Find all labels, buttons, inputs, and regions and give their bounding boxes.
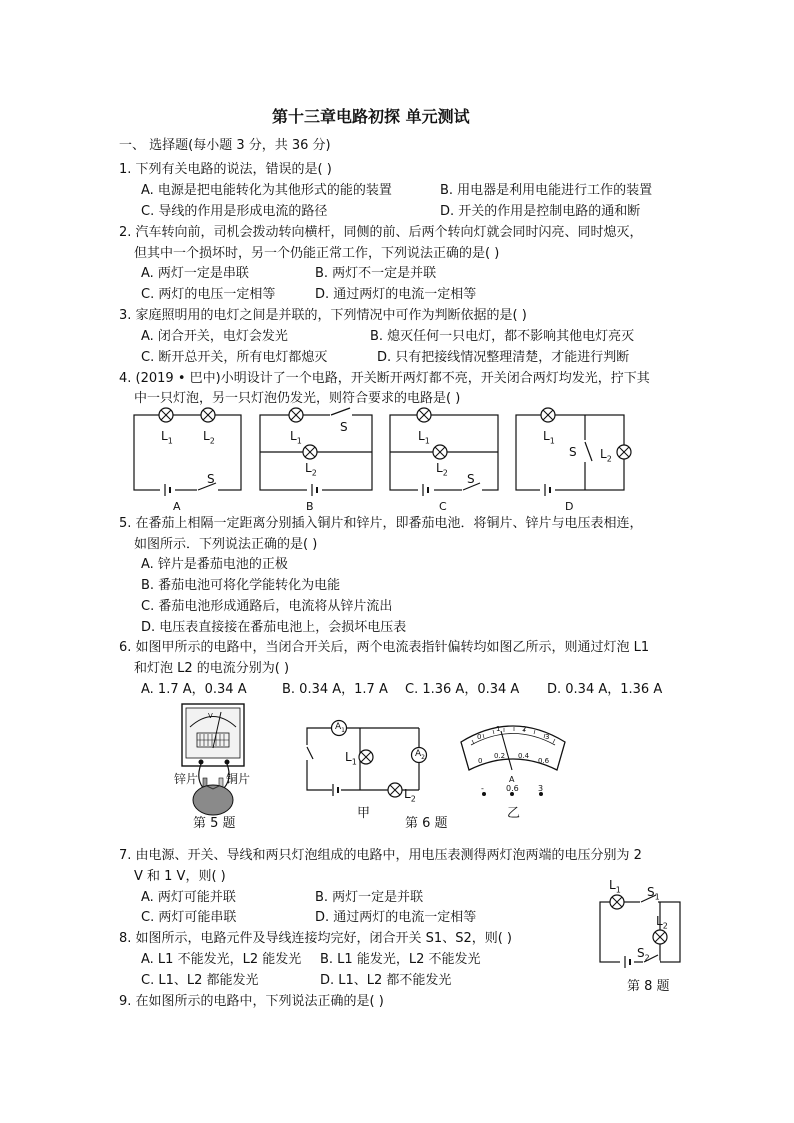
- q6-stem-line1: 6. 如图甲所示的电路中，当闭合开关后，两个电流表指针偏转均如图乙所示，则通过灯泡 L1: [119, 640, 650, 655]
- ammeter-a1-label: $A_1$: [335, 722, 345, 734]
- fig6-caption: 第 6 题: [405, 816, 448, 831]
- q6-option-c: C. 1.36 A，0.34 A: [405, 682, 520, 697]
- zinc-label: 锌片: [174, 772, 199, 786]
- q3-option-c: C. 断开总开关，所有电灯都熄灭: [141, 350, 328, 365]
- q1-option-d: D. 开关的作用是控制电路的通和断: [440, 204, 641, 219]
- dial-top-tick: 2: [522, 725, 527, 733]
- q2-stem-line2: 但其中一个损坏时，另一个仍能正常工作，下列说法正确的是( ): [134, 246, 500, 261]
- q8-option-a: A. L1 不能发光，L2 能发光: [141, 952, 302, 967]
- q8-lamp-l1-label: $L_1$: [609, 878, 621, 895]
- lamp-l1-label: $L_1$: [345, 750, 357, 767]
- q3-option-a: A. 闭合开关，电灯会发光: [141, 329, 288, 344]
- dial-unit: A: [509, 775, 515, 784]
- q9-stem: 9. 在如图所示的电路中，下列说法正确的是( ): [119, 994, 384, 1009]
- terminal-negative: -: [481, 784, 484, 793]
- label-l1-a: $L_1$: [161, 429, 173, 446]
- lamp-l2-label: $L_2$: [404, 787, 416, 804]
- q7-stem-line1: 7. 由电源、开关、导线和两只灯泡组成的电路中，用电压表测得两灯泡两端的电压分别为 2: [119, 848, 642, 863]
- q4-stem-line2: 中一只灯泡，另一只灯泡仍发光，则符合要求的电路是( ): [134, 391, 461, 406]
- label-s-d: S: [569, 445, 577, 459]
- label-s-c: S: [467, 472, 475, 486]
- dial-top-tick: 0: [477, 733, 482, 741]
- fig-label-c: C: [439, 500, 447, 513]
- q1-option-b: B. 用电器是利用电能进行工作的装置: [440, 183, 653, 198]
- q6-option-d: D. 0.34 A，1.36 A: [547, 682, 663, 697]
- label-l2-d: $L_2$: [600, 447, 612, 464]
- q6-stem-line2: 和灯泡 L2 的电流分别为( ): [134, 661, 290, 676]
- page-title: 第十三章电路初探 单元测试: [272, 107, 470, 126]
- q7-option-d: D. 通过两灯的电流一定相等: [315, 910, 477, 925]
- q2-option-a: A. 两灯一定是串联: [141, 266, 249, 281]
- q7-option-b: B. 两灯一定是并联: [315, 890, 424, 905]
- label-s-a: S: [207, 472, 215, 486]
- terminal-3: 3: [538, 784, 544, 793]
- q5-stem-line2: 如图所示．下列说法正确的是( ): [134, 537, 318, 552]
- fig6-yi-label: 乙: [507, 806, 521, 821]
- label-l1-b: $L_1$: [290, 429, 302, 446]
- q5-option-a: A. 锌片是番茄电池的正极: [141, 557, 288, 572]
- label-l1-c: $L_1$: [418, 429, 430, 446]
- label-s-b: S: [340, 420, 348, 434]
- q8-switch-s2-label: $S_2$: [637, 946, 650, 963]
- label-l2-a: $L_2$: [203, 429, 215, 446]
- q6-option-b: B. 0.34 A，1.7 A: [282, 682, 388, 697]
- q4-stem-line1: 4. (2019 • 巴中)小明设计了一个电路，开关断开两灯都不亮，开关闭合两灯均发光，拧下其: [119, 371, 650, 386]
- q1-option-c: C. 导线的作用是形成电流的路径: [141, 204, 328, 219]
- q2-option-c: C. 两灯的电压一定相等: [141, 287, 276, 302]
- q8-option-d: D. L1、L2 都不能发光: [320, 973, 452, 988]
- fig-label-a: A: [173, 500, 181, 513]
- q5-option-d: D. 电压表直接接在番茄电池上，会损坏电压表: [141, 620, 407, 635]
- label-l1-d: $L_1$: [543, 429, 555, 446]
- q7-option-c: C. 两灯可能串联: [141, 910, 237, 925]
- copper-label: 铜片: [226, 772, 251, 786]
- q2-stem-line1: 2. 汽车转向前，司机会拨动转向横杆，同侧的前、后两个转向灯就会同时闪亮、同时熄灭，: [119, 225, 643, 240]
- q8-lamp-l2-label: $L_2$: [656, 914, 668, 931]
- dial-bottom-tick: 0.4: [518, 752, 530, 760]
- q5-option-b: B. 番茄电池可将化学能转化为电能: [141, 578, 341, 593]
- q1-option-a: A. 电源是把电能转化为其他形式的能的装置: [141, 183, 392, 198]
- fig6-jia-label: 甲: [357, 806, 371, 821]
- section-heading: 一、 选择题(每小题 3 分，共 36 分): [119, 138, 331, 153]
- q1-stem: 1. 下列有关电路的说法，错误的是( ): [119, 162, 332, 177]
- q3-option-b: B. 熄灭任何一只电灯，都不影响其他电灯亮灭: [370, 329, 635, 344]
- q8-switch-s1-label: $S_1$: [647, 885, 660, 902]
- label-l2-b: $L_2$: [305, 461, 317, 478]
- dial-bottom-tick: 0: [478, 757, 483, 765]
- fig-label-d: D: [565, 500, 574, 513]
- q5-option-c: C. 番茄电池形成通路后，电流将从锌片流出: [141, 599, 393, 614]
- q2-option-d: D. 通过两灯的电流一定相等: [315, 287, 477, 302]
- q3-option-d: D. 只有把接线情况整理清楚，才能进行判断: [377, 350, 630, 365]
- fig5-caption: 第 5 题: [193, 816, 236, 831]
- q8-stem: 8. 如图所示，电路元件及导线连接均完好，闭合开关 S1、S2，则( ): [119, 931, 512, 946]
- q6-option-a: A. 1.7 A，0.34 A: [141, 682, 247, 697]
- q2-option-b: B. 两灯不一定是并联: [315, 266, 437, 281]
- dial-top-tick: 1: [496, 725, 501, 733]
- q7-option-a: A. 两灯可能并联: [141, 890, 236, 905]
- q8-option-b: B. L1 能发光，L2 不能发光: [320, 952, 481, 967]
- q8-option-c: C. L1、L2 都能发光: [141, 973, 259, 988]
- terminal-0-6: 0.6: [506, 784, 519, 793]
- dial-bottom-tick: 0.6: [538, 757, 550, 765]
- fig8-caption: 第 8 题: [627, 979, 670, 994]
- ammeter-a2-label: $A_2$: [415, 749, 425, 761]
- q7-stem-line2: V 和 1 V，则( ): [134, 869, 226, 884]
- q3-stem: 3. 家庭照明用的电灯之间是并联的，下列情况中可作为判断依据的是( ): [119, 308, 527, 323]
- label-l2-c: $L_2$: [436, 461, 448, 478]
- fig-label-b: B: [306, 500, 314, 513]
- voltmeter-unit: V: [208, 712, 213, 720]
- q5-stem-line1: 5. 在番茄上相隔一定距离分别插入铜片和锌片，即番茄电池．将铜片、锌片与电压表相连，: [119, 516, 643, 531]
- dial-top-tick: 3: [545, 733, 550, 741]
- dial-bottom-tick: 0.2: [494, 752, 506, 760]
